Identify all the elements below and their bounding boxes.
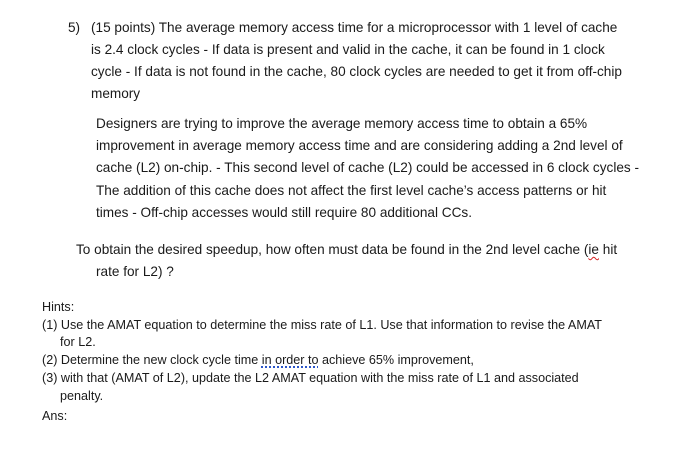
hint-1-line-1: (1) Use the AMAT equation to determine the miss rate of L1. Use that information to revise the AMAT bbox=[42, 318, 602, 332]
designers-line-1: Designers are trying to improve the average memory access time to obtain a 65% bbox=[96, 116, 588, 131]
hints-title: Hints: bbox=[42, 300, 75, 314]
hint-2-text-pre: (2) Determine the new clock cycle time bbox=[42, 353, 262, 367]
problem-line-1: (15 points) The average memory access time for a microprocessor with 1 level of cache bbox=[91, 20, 618, 35]
spellcheck-flag[interactable]: ie bbox=[588, 242, 599, 257]
problem-line-4: memory bbox=[91, 86, 141, 101]
designers-line-5: times - Off-chip accesses would still require 80 additional CCs. bbox=[96, 205, 472, 220]
question-text-pre: To obtain the desired speedup, how often must data be found in the 2nd level cache ( bbox=[76, 242, 589, 257]
problem-line-3: cycle - If data is not found in the cache, 80 clock cycles are needed to get it from off-chip bbox=[91, 64, 622, 79]
question-line-1 bbox=[76, 242, 617, 257]
problem-line-2: is 2.4 clock cycles - If data is present and valid in the cache, it can be found in 1 clock bbox=[91, 42, 605, 57]
designers-line-2: improvement in average memory access time and are considering adding a 2nd level of bbox=[96, 138, 623, 153]
question-text-post: hit bbox=[598, 242, 618, 257]
hint-1-line-2: for L2. bbox=[60, 335, 96, 349]
hint-3-line-2: penalty. bbox=[60, 389, 104, 403]
hint-3-line-1: (3) with that (AMAT of L2), update the L2 AMAT equation with the miss rate of L1 and associated bbox=[42, 371, 579, 385]
hint-2 bbox=[42, 353, 474, 367]
grammar-flag[interactable]: in order to bbox=[261, 353, 319, 367]
designers-line-4: The addition of this cache does not affect the first level cache’s access patterns or hit bbox=[96, 183, 607, 198]
problem-number: 5) bbox=[68, 20, 81, 35]
question-line-2: rate for L2) ? bbox=[96, 264, 174, 279]
designers-line-3: cache (L2) on-chip. - This second level of cache (L2) could be accessed in 6 clock cycles - bbox=[96, 160, 640, 175]
answer-label: Ans: bbox=[42, 409, 68, 423]
hint-2-text-post: achieve 65% improvement, bbox=[318, 353, 474, 367]
